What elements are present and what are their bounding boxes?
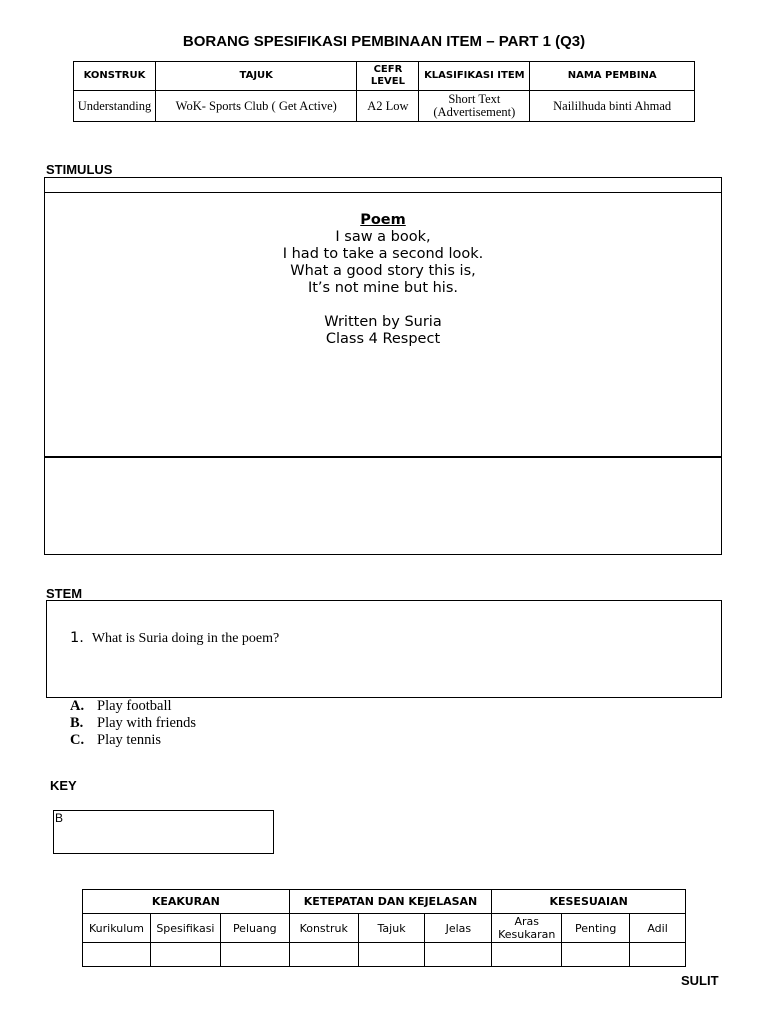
empty-cell — [492, 943, 562, 967]
empty-cell — [83, 943, 151, 967]
empty-cell — [630, 943, 686, 967]
options-list — [70, 698, 196, 749]
evaluation-group-row — [83, 890, 686, 914]
group-ketepatan: KETEPATAN DAN KEJELASAN — [289, 890, 492, 914]
empty-cell — [289, 943, 358, 967]
spec-header-nama: NAMA PEMBINA — [530, 62, 695, 91]
spec-value-tajuk: WoK- Sports Club ( Get Active) — [155, 91, 356, 122]
spec-header-klasifikasi: KLASIFIKASI ITEM — [419, 62, 530, 91]
question-text: What is Suria doing in the poem? — [91, 631, 280, 646]
evaluation-empty-row — [83, 943, 686, 967]
spec-value-konstruk: Understanding — [74, 91, 156, 122]
stimulus-label: STIMULUS — [46, 162, 113, 177]
empty-cell — [425, 943, 492, 967]
poem-title: Poem — [360, 212, 406, 228]
poem-line: I had to take a second look. — [282, 246, 484, 262]
spec-value-klasifikasi: Short Text (Advertisement) — [419, 91, 530, 122]
option-a — [70, 698, 196, 715]
stem-label: STEM — [46, 586, 83, 601]
spec-header-tajuk: TAJUK — [155, 62, 356, 91]
column-kurikulum: Kurikulum — [83, 914, 151, 943]
key-box — [53, 810, 274, 854]
spec-value-nama: Naililhuda binti Ahmad — [530, 91, 695, 122]
option-letter: B. — [70, 715, 84, 731]
poem-line: It’s not mine but his. — [307, 280, 459, 296]
key-label: KEY — [50, 778, 77, 793]
spec-header-row — [74, 62, 695, 91]
evaluation-column-row — [83, 914, 686, 943]
column-adil: Adil — [630, 914, 686, 943]
empty-cell — [562, 943, 630, 967]
empty-cell — [220, 943, 289, 967]
empty-cell — [150, 943, 220, 967]
option-text: Play with friends — [97, 715, 197, 731]
option-c — [70, 732, 196, 749]
poem-class: Class 4 Respect — [325, 331, 441, 347]
option-text: Play tennis — [97, 732, 162, 748]
option-b — [70, 715, 196, 732]
group-kesesuaian: KESESUAIAN — [492, 890, 686, 914]
footer-sulit: SULIT — [681, 973, 719, 988]
poem-author: Written by Suria — [324, 314, 442, 330]
poem-line: What a good story this is, — [290, 263, 476, 279]
group-keakuran: KEAKURAN — [83, 890, 290, 914]
column-konstruk: Konstruk — [289, 914, 358, 943]
column-spesifikasi: Spesifikasi — [150, 914, 220, 943]
question — [70, 630, 279, 647]
spec-table — [73, 61, 695, 122]
key-value: B — [55, 811, 64, 825]
spec-value-cefr: A2 Low — [357, 91, 419, 122]
spec-header-cefr: CEFR LEVEL — [357, 62, 419, 91]
column-jelas: Jelas — [425, 914, 492, 943]
poem-line: I saw a book, — [335, 229, 431, 245]
option-text: Play football — [97, 698, 172, 714]
column-aras-kesukaran: Aras Kesukaran — [492, 914, 562, 943]
form-title: BORANG SPESIFIKASI PEMBINAAN ITEM – PART 1 (Q3) — [182, 33, 586, 50]
option-letter: A. — [70, 698, 85, 714]
evaluation-table — [82, 889, 686, 967]
spec-value-row — [74, 91, 695, 122]
stem-box — [46, 600, 722, 698]
column-penting: Penting — [562, 914, 630, 943]
spec-header-konstruk: KONSTRUK — [74, 62, 156, 91]
option-letter: C. — [70, 732, 85, 748]
poem — [44, 212, 722, 348]
column-peluang: Peluang — [220, 914, 289, 943]
column-tajuk: Tajuk — [358, 914, 425, 943]
question-number: 1. — [70, 630, 84, 646]
empty-cell — [358, 943, 425, 967]
